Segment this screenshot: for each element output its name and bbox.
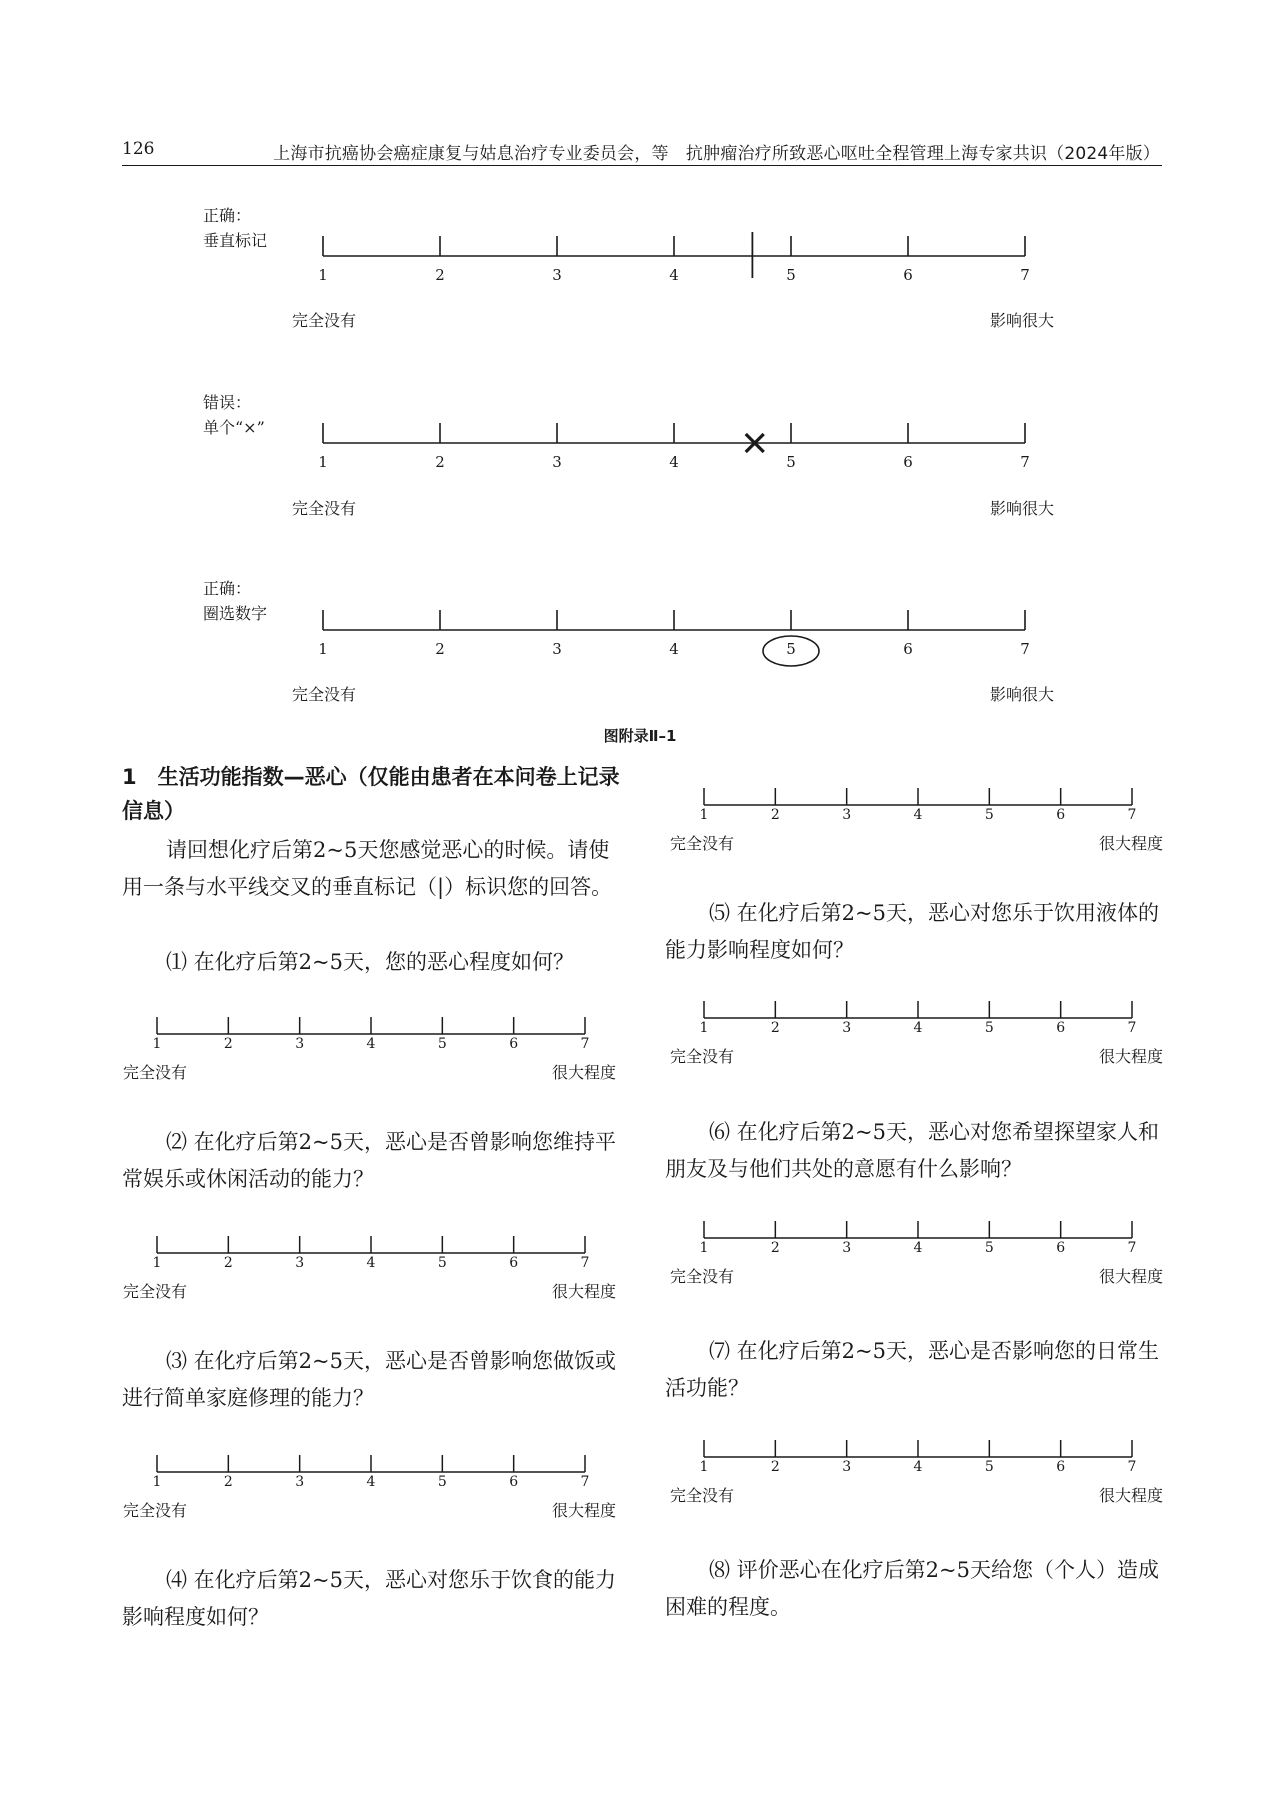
scale-4-tick-label-1: 1 [699,807,709,823]
scale-2-tick-label-5: 5 [437,1255,447,1271]
page-number: 126 [122,139,155,159]
scale-2-left-anchor: 完全没有 [123,1282,188,1301]
scale-3-left-anchor: 完全没有 [123,1501,188,1520]
scale-5-tick-label-5: 5 [984,1020,994,1036]
scale-6-tick-label-2: 2 [770,1240,780,1256]
question-4: ⑷ 在化疗后第2~5天，恶心对您乐于饮食的能力影响程度如何？ [122,1568,616,1629]
scale-5-tick-label-2: 2 [770,1020,780,1036]
example-3-tick-label-6: 6 [903,640,913,658]
scale-7-tick-label-3: 3 [842,1459,852,1475]
example-1-tick-label-5: 5 [786,266,796,284]
example-3-tick-label-1: 1 [318,640,328,658]
scale-3-tick-label-6: 6 [509,1474,519,1490]
scale-3-right-anchor: 很大程度 [552,1501,617,1520]
scale-2-tick-label-7: 7 [580,1255,590,1271]
scale-1-tick-label-6: 6 [509,1036,519,1052]
example-2-tick-label-6: 6 [903,453,913,471]
scale-1-tick-label-7: 7 [580,1036,590,1052]
example-3-left-anchor: 完全没有 [292,685,357,704]
scale-5-tick-label-6: 6 [1056,1020,1066,1036]
scale-2-tick-label-4: 4 [366,1255,376,1271]
scale-4-tick-label-2: 2 [770,807,780,823]
scale-3-tick-label-1: 1 [152,1474,162,1490]
scale-1-tick-label-5: 5 [437,1036,447,1052]
scale-4-tick-label-5: 5 [984,807,994,823]
question-5: ⑸ 在化疗后第2~5天，恶心对您乐于饮用液体的能力影响程度如何？ [665,901,1159,962]
example-3-label-line1: 正确： [203,579,252,598]
scale-7-right-anchor: 很大程度 [1099,1486,1164,1505]
scale-4-tick-label-6: 6 [1056,807,1066,823]
example-2-tick-label-4: 4 [669,453,679,471]
scale-2-right-anchor: 很大程度 [552,1282,617,1301]
scale-7-left-anchor: 完全没有 [670,1486,735,1505]
example-1-tick-label-1: 1 [318,266,328,284]
scale-5-left-anchor: 完全没有 [670,1047,735,1066]
question-3: ⑶ 在化疗后第2~5天，恶心是否曾影响您做饭或进行简单家庭修理的能力？ [122,1349,616,1410]
example-2-tick-label-7: 7 [1020,453,1030,471]
example-2-label-line2: 单个“×” [203,418,265,437]
example-3-right-anchor: 影响很大 [990,685,1055,704]
scale-2-tick-label-1: 1 [152,1255,162,1271]
section-intro: 请回想化疗后第2~5天您感觉恶心的时候。请使用一条与水平线交叉的垂直标记（|）标识您的回答。 [122,838,613,899]
scale-3-tick-label-4: 4 [366,1474,376,1490]
example-1-tick-label-7: 7 [1020,266,1030,284]
scale-4-right-anchor: 很大程度 [1099,834,1164,853]
example-2-tick-label-5: 5 [786,453,796,471]
running-title: 上海市抗癌协会癌症康复与姑息治疗专业委员会，等 抗肿瘤治疗所致恶心呕吐全程管理上海专家共识（2024年版） [273,144,1160,164]
example-3-tick-label-5: 5 [786,640,796,658]
scale-4-left-anchor: 完全没有 [670,834,735,853]
question-7: ⑺ 在化疗后第2~5天，恶心是否影响您的日常生活功能？ [665,1339,1159,1400]
scale-1-tick-label-3: 3 [295,1036,305,1052]
example-3-tick-label-2: 2 [435,640,445,658]
scale-1-tick-label-2: 2 [223,1036,233,1052]
question-6: ⑹ 在化疗后第2~5天，恶心对您希望探望家人和朋友及与他们共处的意愿有什么影响？ [665,1120,1159,1181]
scale-7-tick-label-2: 2 [770,1459,780,1475]
scale-7-tick-label-5: 5 [984,1459,994,1475]
scale-6-tick-label-1: 1 [699,1240,709,1256]
example-2-tick-label-3: 3 [552,453,562,471]
scale-7-tick-label-4: 4 [913,1459,923,1475]
example-3-label-line2: 圈选数字 [203,604,268,623]
scale-5-tick-label-4: 4 [913,1020,923,1036]
section-heading: 1 生活功能指数—恶心（仅能由患者在本问卷上记录信息） [122,765,620,823]
scale-2-tick-label-2: 2 [223,1255,233,1271]
example-2-tick-label-2: 2 [435,453,445,471]
scale-1-left-anchor: 完全没有 [123,1063,188,1082]
scale-6-tick-label-6: 6 [1056,1240,1066,1256]
scale-5-tick-label-3: 3 [842,1020,852,1036]
example-2-label-line1: 错误： [203,393,252,412]
scale-1-tick-label-1: 1 [152,1036,162,1052]
scale-2-tick-label-6: 6 [509,1255,519,1271]
scale-6-right-anchor: 很大程度 [1099,1267,1164,1286]
scale-6-left-anchor: 完全没有 [670,1267,735,1286]
scale-4-tick-label-3: 3 [842,807,852,823]
example-3-tick-label-3: 3 [552,640,562,658]
question-8: ⑻ 评价恶心在化疗后第2~5天给您（个人）造成困难的程度。 [665,1558,1159,1619]
scale-5-tick-label-7: 7 [1127,1020,1137,1036]
scale-3-tick-label-7: 7 [580,1474,590,1490]
example-1-label-line2: 垂直标记 [203,231,268,250]
example-1-tick-label-4: 4 [669,266,679,284]
example-2-tick-label-1: 1 [318,453,328,471]
scale-6-tick-label-5: 5 [984,1240,994,1256]
scale-6-tick-label-7: 7 [1127,1240,1137,1256]
example-2-left-anchor: 完全没有 [292,499,357,518]
scale-5-tick-label-1: 1 [699,1020,709,1036]
example-1-left-anchor: 完全没有 [292,311,357,330]
scale-6-tick-label-4: 4 [913,1240,923,1256]
example-3-tick-label-4: 4 [669,640,679,658]
example-1-tick-label-2: 2 [435,266,445,284]
scale-7-tick-label-1: 1 [699,1459,709,1475]
example-1-tick-label-6: 6 [903,266,913,284]
scale-1-tick-label-4: 4 [366,1036,376,1052]
scale-6-tick-label-3: 3 [842,1240,852,1256]
scale-3-tick-label-5: 5 [437,1474,447,1490]
scale-5-right-anchor: 很大程度 [1099,1047,1164,1066]
example-2-right-anchor: 影响很大 [990,499,1055,518]
figure-caption: 图附录Ⅱ–1 [603,727,677,745]
question-1: ⑴ 在化疗后第2~5天，您的恶心程度如何？ [166,950,574,974]
example-1-right-anchor: 影响很大 [990,311,1055,330]
example-1-tick-label-3: 3 [552,266,562,284]
scale-1-right-anchor: 很大程度 [552,1063,617,1082]
scale-3-tick-label-3: 3 [295,1474,305,1490]
example-1-label-line1: 正确： [203,206,252,225]
scale-7-tick-label-6: 6 [1056,1459,1066,1475]
scale-4-tick-label-4: 4 [913,807,923,823]
scale-3-tick-label-2: 2 [223,1474,233,1490]
question-2: ⑵ 在化疗后第2~5天，恶心是否曾影响您维持平常娱乐或休闲活动的能力？ [122,1130,616,1191]
scale-4-tick-label-7: 7 [1127,807,1137,823]
example-3-tick-label-7: 7 [1020,640,1030,658]
scale-2-tick-label-3: 3 [295,1255,305,1271]
scale-7-tick-label-7: 7 [1127,1459,1137,1475]
